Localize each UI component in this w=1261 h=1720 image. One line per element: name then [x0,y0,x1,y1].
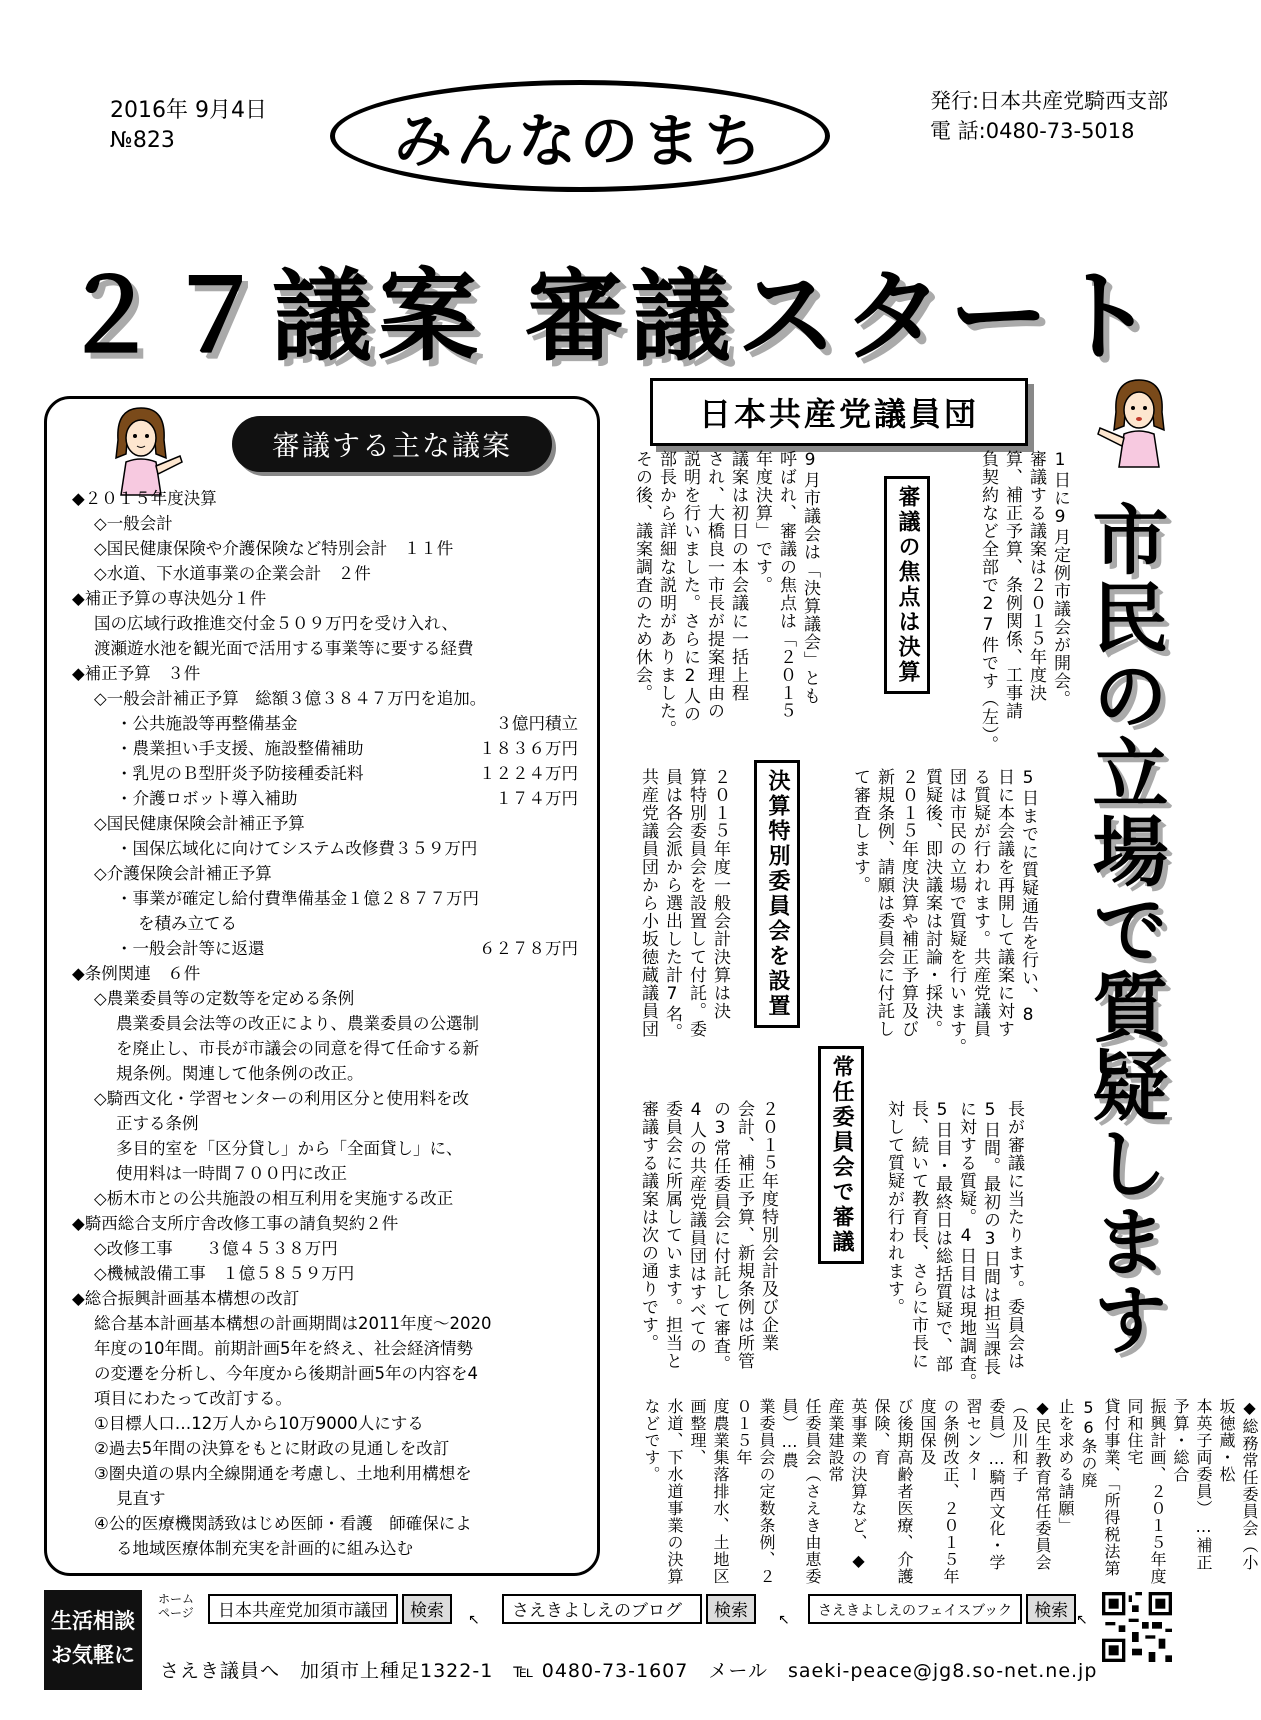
bill-line: ・国保広域化に向けてシステム改修費３５９万円 [116,839,478,858]
bill-line: 使用料は一時間７００円に改正 [116,1164,347,1183]
bill-line-amount: ６２７８万円 [479,939,578,958]
bill-line: ◇一般会計 [94,514,173,533]
bill-line-amount: ３億円積立 [495,714,578,733]
article-line: 振興計画、２０１５年度同和住宅 [1125,1398,1167,1585]
article-line: る質疑が行われます。共産党議員 [970,768,990,1038]
cursor-arrow-icon: ↖ [1076,1612,1088,1628]
article-line: 部長から詳細な説明がありました。 [656,450,676,738]
bill-line-amount: １８３６万円 [479,739,578,758]
article-line: 委員）…騎西文化・学習センター [964,1398,1006,1571]
cursor-arrow-icon: ↖ [468,1612,480,1628]
main-headline: ２７議案 審議スタート [60,258,1161,375]
section-box-jonin: 常任委員会で審議 [818,1046,864,1264]
bill-line: ◆２０１５年度決算 [72,489,217,508]
article-line: 本英子両委員）…補正予算・総合 [1171,1398,1213,1571]
article-line: 団は市民の立場で質疑を行います。 [946,768,966,1056]
search-group-2 [502,1594,756,1624]
masthead-title-oval [330,80,830,192]
bill-line: ◇国民健康保険会計補正予算 [94,814,305,833]
bill-line: 総合基本計画基本構想の計画期間は2011年度～2020 [94,1314,492,1333]
search-button-3[interactable]: 検索 [1026,1594,1076,1624]
bills-panel-title: 審議する主な議案 [232,416,552,472]
bill-line-amount: １２２４万円 [479,764,578,783]
search-term-jcp-kazo[interactable]: 日本共産党加須市議団 [208,1594,398,1624]
article-line: され、大橋良一市長が提案理由の [704,450,724,720]
article-line: 5日間。最初の3日間は担当課長 [980,1100,1000,1376]
article-line: 4人の共産党議員団はすべての [686,1100,706,1355]
bill-line [72,786,592,811]
article-line: その後、議案調査のため休会。 [632,450,652,702]
bill-line: ◇改修工事 ３億４５３８万円 [94,1239,338,1258]
article-line: 9月市議会は「決算議会」とも [800,450,820,705]
article-line: の条例改正、２０１５年度国保及 [918,1398,960,1585]
bill-line: を廃止し、市長が市議会の同意を得て任命する新 [116,1039,479,1058]
search-term-blog[interactable]: さえきよしえのブログ [502,1594,702,1624]
bill-line: ◇国民健康保険や介護保険など特別会計 １１件 [94,539,454,558]
article-line: 長、続いて教育長、さらに市長に [908,1100,928,1370]
article-line: て審査します。 [850,768,870,894]
woman-illustration-icon [96,400,186,500]
bill-line: ③圏央道の県内全線開通を考慮し、土地利用構想を [94,1464,472,1483]
search-button-2[interactable]: 検索 [706,1594,756,1624]
article-line: 日に本会議を再開して議案に対す [994,768,1014,1038]
life-consultation-badge [44,1590,142,1690]
article-col-f [636,1100,780,1392]
article-col-b [630,450,822,758]
life-consultation-line1: 生活相談 [51,1609,135,1633]
article-line: 審議する議案は次の通りです。 [638,1100,658,1352]
article-line: ２０１５年度一般会計決算は決 [710,768,730,1020]
life-consultation-line2: お気軽に [51,1643,135,1667]
article-line: 共産党議員団から小坂徳蔵議員団 [638,768,658,1038]
article-line: 質疑後、即決議案は討論・採決。 [922,768,942,1038]
homepage-label-line1: ホーム [158,1592,195,1606]
bill-line-amount: １７４万円 [495,789,578,808]
publisher-phone: 電 話:0480-73-5018 [930,119,1135,143]
qr-code-icon[interactable] [1102,1592,1172,1662]
article-line: 会計、補正予算、新規条例は所管 [734,1100,754,1370]
article-line: 5日までに質疑通告を行い、8 [1018,768,1038,1026]
section-box-tokubetsu: 決算特別委員会を設置 [754,760,800,1028]
bill-line: ◆総合振興計画基本構想の改訂 [72,1289,300,1308]
bill-line: の変遷を分析し、今年度から後期計画5年の内容を4 [94,1364,478,1383]
bill-line-label: ・一般会計等に返還 [116,939,265,958]
article-line: び後期高齢者医療、介護保険、育 [872,1398,914,1585]
issue-date-block [110,96,267,156]
article-col-e [882,1100,1026,1392]
article-line: 対して質疑が行われます。 [884,1100,904,1316]
bill-line: ◆補正予算 ３件 [72,664,201,683]
bill-line [72,736,592,761]
bill-line-label: ・乳児のＢ型肝炎予防接種委託料 [116,764,364,783]
bill-line: ②過去5年間の決算をもとに財政の見通しを改訂 [94,1439,450,1458]
search-group-1 [208,1594,452,1624]
caucus-label: 日本共産党議員団 [650,378,1028,446]
bill-line [72,936,592,961]
bill-line: ◇水道、下水道事業の企業会計 ２件 [94,564,371,583]
search-group-3 [808,1594,1076,1624]
article-line: 貸付事業、「所得税法第56条の廃 [1079,1398,1121,1577]
article-line: 新規条例、請願は委員会に付託し [874,768,894,1038]
bill-line [72,761,592,786]
homepage-label-line2: ページ [158,1606,194,1620]
homepage-label [158,1592,194,1620]
bill-line: 見直す [116,1489,166,1508]
bill-line: ◇騎西文化・学習センターの利用区分と使用料を改 [94,1089,470,1108]
bill-line: ①目標人口…12万人から10万9000人にする [94,1414,424,1433]
bill-line-label: ・介護ロボット導入補助 [116,789,298,808]
article-line: ２０１５年度決算や補正予算及び [898,768,918,1038]
woman-pointing-illustration-icon [1094,372,1184,472]
article-line: 1日に9月定例市議会が開会。 [1050,450,1070,708]
article-line: 年度決算」です。 [752,450,772,594]
article-line: ◆総務常任委員会（小坂徳蔵・松 [1217,1398,1259,1571]
search-term-facebook[interactable]: さえきよしえのフェイスブック [808,1594,1022,1624]
bill-line: ・事業が確定し給付費準備基金１億２８７７万円 [116,889,479,908]
bill-line: ◆騎西総合支所庁舎改修工事の請負契約２件 [72,1214,399,1233]
bill-line: 正する条例 [116,1114,199,1133]
bill-line: を積み立てる [138,914,237,933]
article-line: 算、補正予算、条例関係、工事請 [1002,450,1022,720]
bill-line: 国の広域行政推進交付金５０９万円を受け入れ、 [94,614,458,633]
article-line: ２０１５年度特別会計及び企業 [758,1100,778,1352]
contact-info: さえき議員へ 加須市上種足1322-1 ℡ 0480-73-1607 メール saeki-peace@jg8.so-net.ne.jp [160,1660,1098,1682]
bills-list [72,486,592,1561]
bill-line: 渡瀬遊水池を観光面で活用する事業等に要する経費 [94,639,474,658]
article-line: 5日目・最終日は総括質疑で、部 [932,1100,952,1373]
bill-line: 農業委員会法等の改正により、農業委員の公選制 [116,1014,479,1033]
article-line: 議案は初日の本会議に一括上程 [728,450,748,702]
article-line: に対する質疑。4日目は現地調査。 [956,1100,976,1391]
publisher-block [930,86,1168,146]
bill-line: ◇一般会計補正予算 総額３億３８４７万円を追加。 [94,689,487,708]
bill-line: る地域医療体制充実を計画的に組み込む [116,1539,413,1558]
article-line: 呼ばれ、審議の焦点は「２０１５ [776,450,796,720]
bill-line: ◆条例関連 ６件 [72,964,201,983]
article-line: 委員会に所属しています。担当と [662,1100,682,1370]
article-line: 員は各会派から選出した計7名。 [662,768,682,1041]
article-line: の3常任委員会に付託して審査。 [710,1100,730,1373]
article-line: 算特別委員会を設置して付託。委 [686,768,706,1038]
bill-line: ◇介護保険会計補正予算 [94,864,272,883]
bill-line: 項目にわたって改訂する。 [94,1389,292,1408]
article-line: 止を求める請願」 [1056,1398,1075,1534]
bill-line: 年度の10年間。前期計画5年を終え、社会経済情勢 [94,1339,473,1358]
issue-date: 2016年 9月4日 [110,98,267,123]
vertical-headline: 市民の立場で質疑します [1080,500,1169,1358]
article-line: 任委員会（さえき由恵委員）…農 [780,1398,822,1585]
article-line: 負契約など全部で27件です（左）。 [978,450,998,754]
article-line: 長が審議に当たります。委員会は [1004,1100,1024,1370]
article-line: 水道、下水道事業の決算などです。 [642,1398,684,1585]
article-line: 審議する議案は２０１５年度決 [1026,450,1046,702]
bill-line-label: ・農業担い手支援、施設整備補助 [116,739,364,758]
article-line: 説明を行いました。さらに2人の [680,450,700,723]
bill-line: ④公的医療機関誘致はじめ医師・看護 師確保によ [94,1514,472,1533]
article-col-d [636,768,732,1088]
bill-line: 多目的室を「区分貸し」から「全面貸し」に、 [116,1139,463,1158]
cursor-arrow-icon: ↖ [778,1612,790,1628]
article-col-a [976,450,1072,758]
search-button-1[interactable]: 検索 [402,1594,452,1624]
article-line: 英事業の決算など、◆産業建設常 [826,1398,868,1571]
publisher-name: 発行:日本共産党騎西支部 [930,89,1169,113]
masthead-title: みんなのまち [393,107,766,175]
article-line: ◆民生教育常任委員会（及川和子 [1010,1398,1052,1571]
issue-number: №823 [110,128,175,153]
section-box-kessan: 審議の焦点は決算 [884,476,930,694]
bill-line: ◆補正予算の専決処分１件 [72,589,267,608]
bill-line: ◇機械設備工事 １億５８５９万円 [94,1264,355,1283]
bill-line: 規条例。関連して他条例の改正。 [116,1064,364,1083]
bill-line: ◇農業委員等の定数等を定める条例 [94,989,355,1008]
bill-line [72,711,592,736]
article-col-g [640,1398,1261,1586]
article-col-c [848,768,1040,1088]
bill-line-label: ・公共施設等再整備基金 [116,714,298,733]
bill-line: ◇栃木市との公共施設の相互利用を実施する改正 [94,1189,454,1208]
article-line: 度農業集落排水、土地区画整理、 [688,1398,730,1585]
article-line: 業委員会の定数条例、２０１５年 [734,1398,776,1585]
